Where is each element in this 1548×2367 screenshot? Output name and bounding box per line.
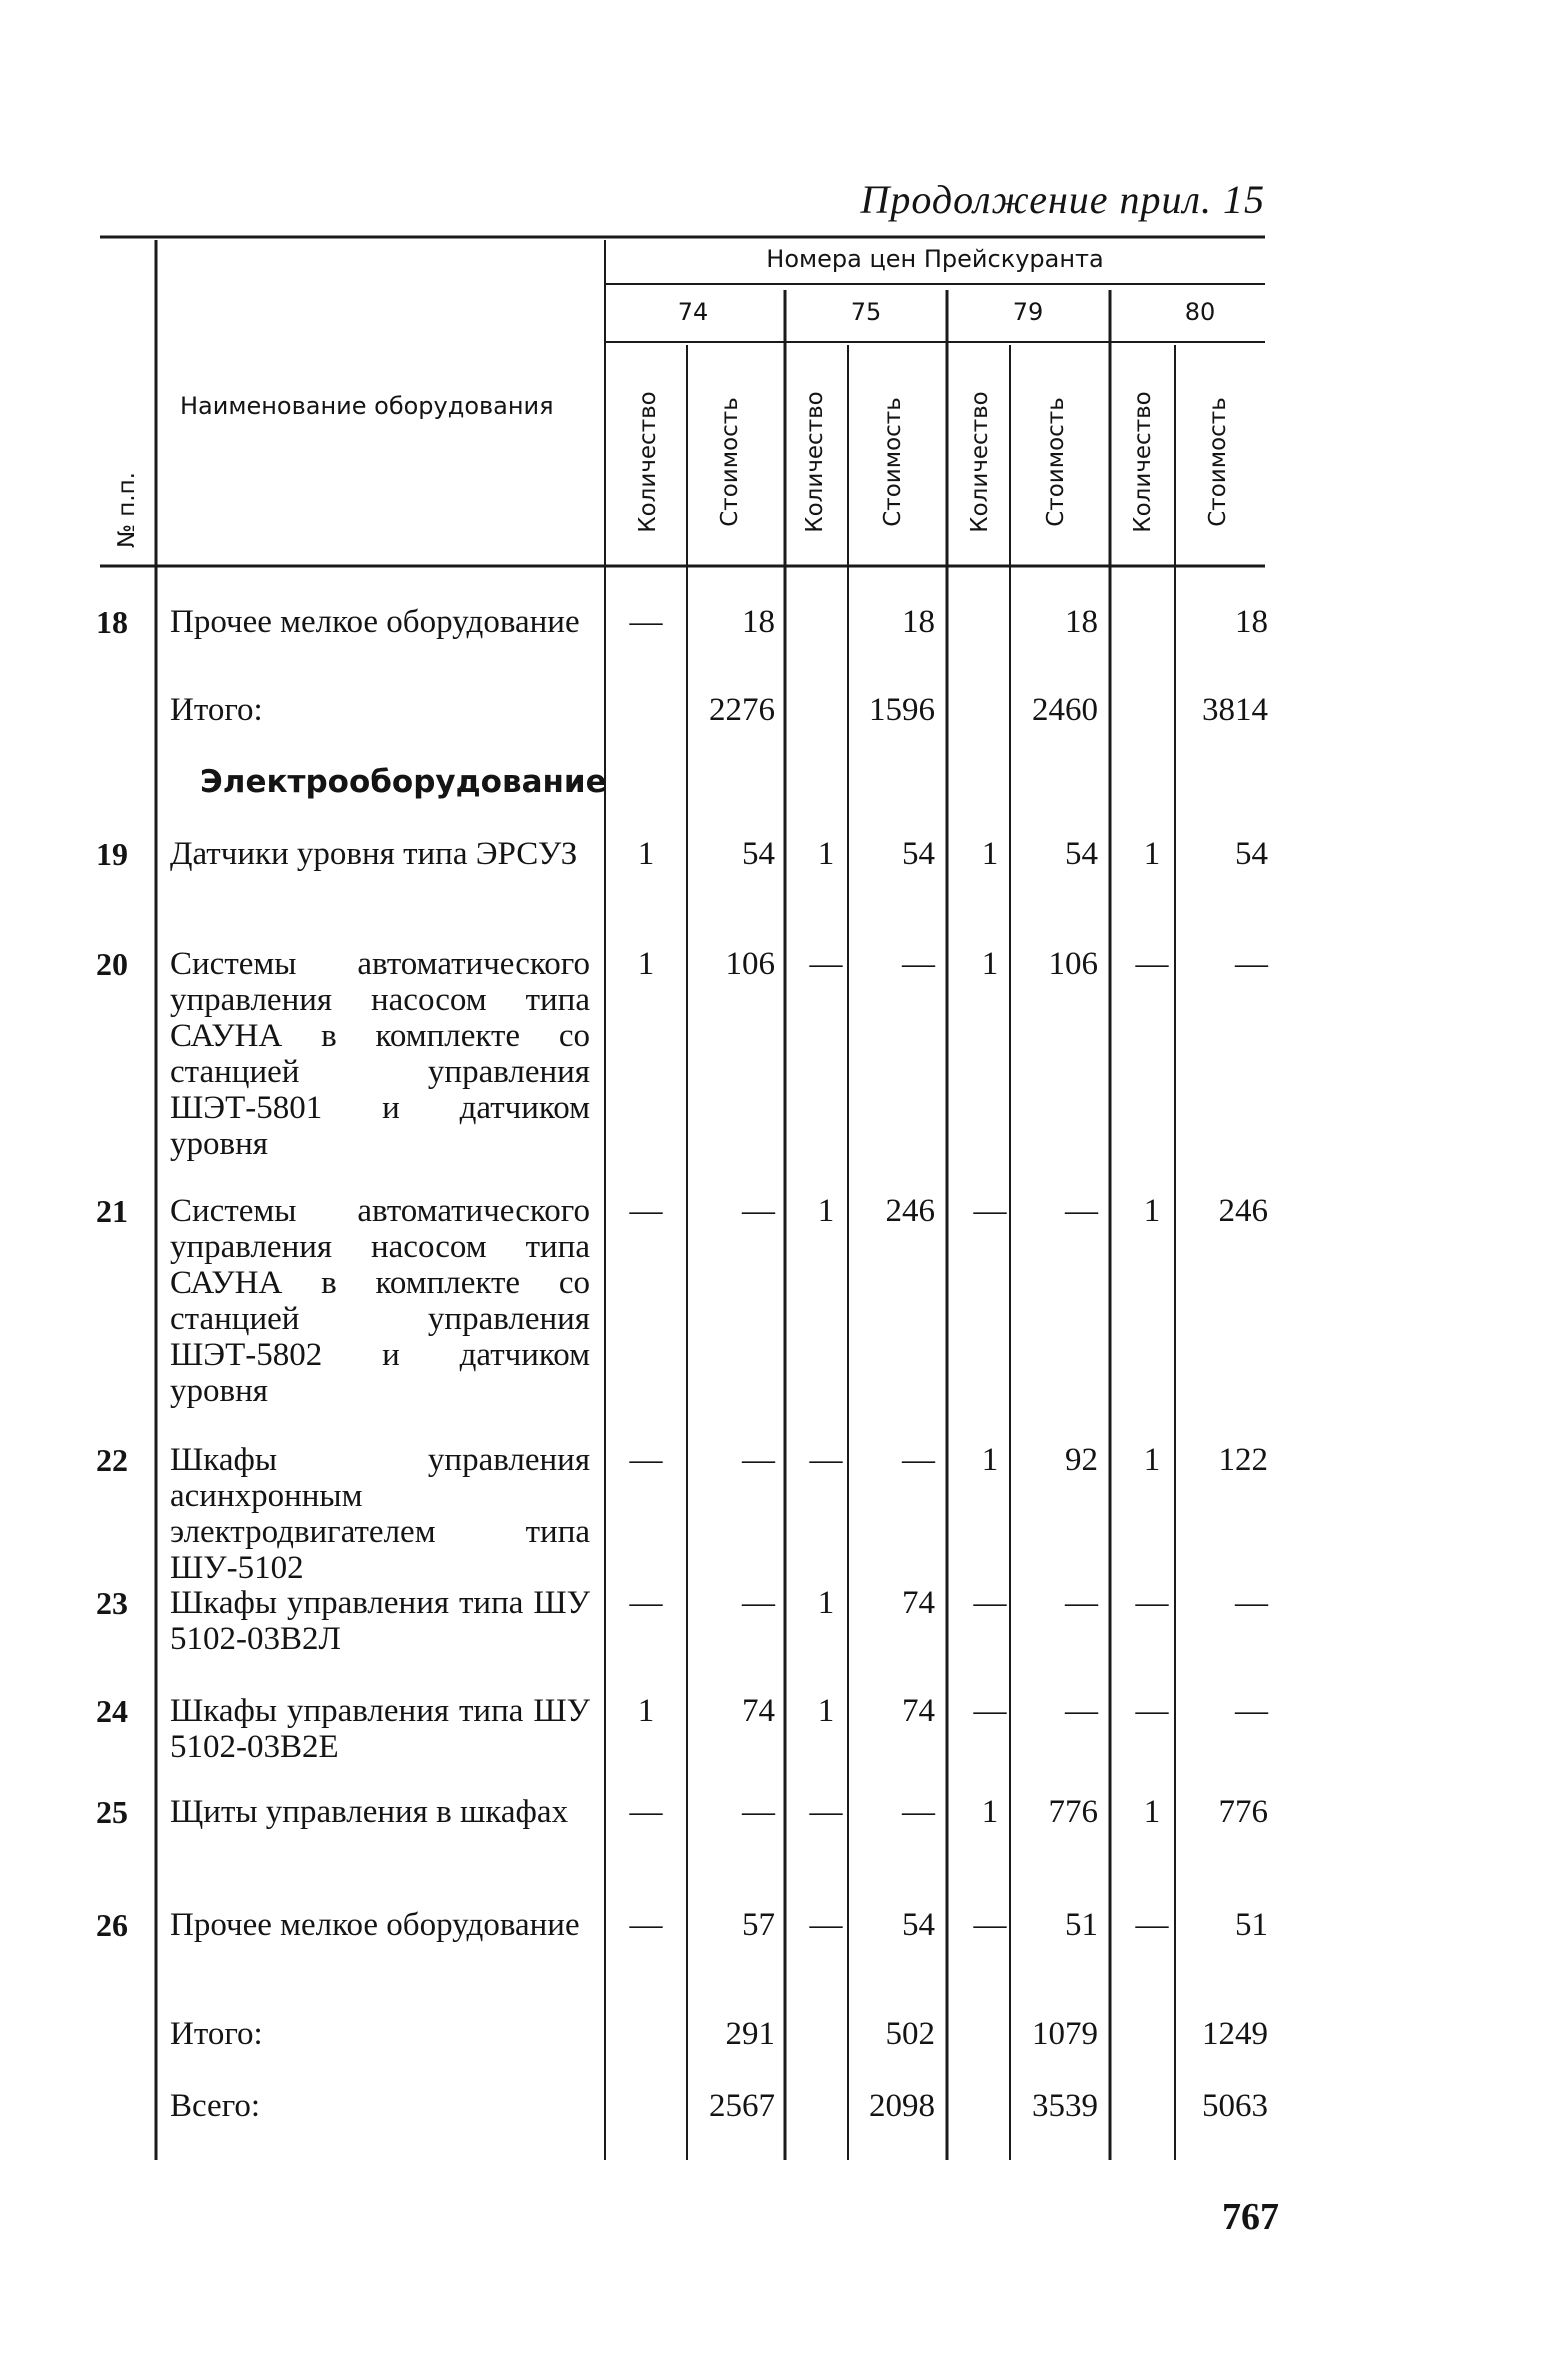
equipment-name: Прочее мелкое оборудование — [170, 1907, 580, 1943]
cost-cell: — — [902, 946, 935, 982]
cost-cell: — — [742, 1193, 775, 1229]
cost-cell: 54 — [742, 836, 775, 872]
row-number: 26 — [96, 1907, 128, 1943]
cost-cell: 5063 — [1202, 2088, 1268, 2124]
quantity-cell: — — [973, 1693, 1007, 1729]
row-number: 24 — [96, 1693, 128, 1729]
row-number: 19 — [96, 836, 128, 872]
quantity-cell: — — [973, 1907, 1007, 1943]
qty-header-79: Количество — [967, 391, 993, 533]
page-number: 767 — [1222, 2196, 1279, 2238]
quantity-cell: 1 — [1143, 836, 1161, 872]
cost-cell: — — [1065, 1693, 1098, 1729]
cost-cell: — — [1235, 1585, 1268, 1621]
equipment-name: Прочее мелкое оборудование — [170, 604, 580, 640]
quantity-cell: 1 — [817, 836, 835, 872]
cost-cell: 54 — [902, 1907, 935, 1943]
cost-cell: 74 — [902, 1693, 935, 1729]
cost-cell: 3539 — [1032, 2088, 1098, 2124]
quantity-cell: — — [1135, 1585, 1169, 1621]
table-row — [0, 2016, 1548, 2052]
cost-cell: 2098 — [869, 2088, 935, 2124]
quantity-cell: 1 — [817, 1693, 835, 1729]
quantity-cell: 1 — [1143, 1193, 1161, 1229]
cost-cell: 51 — [1235, 1907, 1268, 1943]
cost-header-75: Стоимость — [880, 397, 906, 527]
cost-cell: 3814 — [1202, 692, 1268, 728]
cost-cell: 776 — [1048, 1794, 1098, 1830]
table-row — [0, 1193, 1548, 1409]
section-title: Электрооборудование — [200, 764, 607, 800]
column-header-name: Наименование оборудования — [180, 392, 554, 420]
cost-cell: 246 — [885, 1193, 935, 1229]
equipment-name: Системы автоматического управления насосом типа САУНА в комплекте со станцией управления ШЭТ-5802 и датчиком уровня — [170, 1193, 590, 1409]
cost-cell: — — [1235, 946, 1268, 982]
quantity-cell: — — [809, 1442, 843, 1478]
row-number: 18 — [96, 604, 128, 640]
equipment-name: Шкафы управления типа ШУ 5102-03В2Л — [170, 1585, 590, 1657]
row-number: 20 — [96, 946, 128, 982]
cost-cell: 18 — [742, 604, 775, 640]
table-row — [0, 1794, 1548, 1830]
cost-cell: 54 — [1065, 836, 1098, 872]
qty-header-74: Количество — [635, 391, 661, 533]
quantity-cell: 1 — [981, 1442, 999, 1478]
cost-cell: 57 — [742, 1907, 775, 1943]
cost-cell: 106 — [1048, 946, 1098, 982]
table-row — [0, 604, 1548, 640]
cost-cell: 18 — [1065, 604, 1098, 640]
table-row — [0, 1693, 1548, 1765]
cost-cell: — — [1065, 1193, 1098, 1229]
quantity-cell: — — [973, 1193, 1007, 1229]
quantity-cell: 1 — [637, 1693, 655, 1729]
quantity-cell: 1 — [981, 946, 999, 982]
group-header-75: 75 — [850, 298, 882, 326]
cost-header-80: Стоимость — [1205, 397, 1231, 527]
cost-cell: 1249 — [1202, 2016, 1268, 2052]
equipment-name: Итого: — [170, 2016, 263, 2052]
table-row — [0, 2088, 1548, 2124]
cost-cell: — — [742, 1794, 775, 1830]
quantity-cell: — — [809, 1794, 843, 1830]
cost-cell: 18 — [1235, 604, 1268, 640]
price-list-header: Номера цен Прейскуранта — [766, 245, 1104, 273]
quantity-cell: — — [1135, 946, 1169, 982]
quantity-cell: 1 — [1143, 1794, 1161, 1830]
cost-cell: 502 — [885, 2016, 935, 2052]
quantity-cell: 1 — [817, 1585, 835, 1621]
cost-cell: — — [1235, 1693, 1268, 1729]
cost-cell: 74 — [742, 1693, 775, 1729]
cost-cell: 92 — [1065, 1442, 1098, 1478]
equipment-name: Шкафы управления типа ШУ 5102-03В2Е — [170, 1693, 590, 1765]
qty-header-75: Количество — [802, 391, 828, 533]
quantity-cell: — — [1135, 1907, 1169, 1943]
quantity-cell: 1 — [1143, 1442, 1161, 1478]
table-row — [0, 692, 1548, 728]
equipment-name: Всего: — [170, 2088, 261, 2124]
quantity-cell: — — [809, 1907, 843, 1943]
quantity-cell: — — [809, 946, 843, 982]
cost-cell: 106 — [725, 946, 775, 982]
quantity-cell: 1 — [637, 946, 655, 982]
quantity-cell: — — [629, 1907, 663, 1943]
row-number: 25 — [96, 1794, 128, 1830]
cost-cell: — — [902, 1794, 935, 1830]
quantity-cell: — — [629, 1193, 663, 1229]
continuation-caption: Продолжение прил. 15 — [860, 177, 1265, 222]
cost-cell: — — [902, 1442, 935, 1478]
cost-cell: 74 — [902, 1585, 935, 1621]
cost-cell: 122 — [1218, 1442, 1268, 1478]
qty-header-80: Количество — [1130, 391, 1156, 533]
table-row — [0, 1442, 1548, 1586]
cost-cell: 291 — [725, 2016, 775, 2052]
cost-cell: 54 — [902, 836, 935, 872]
equipment-name: Системы автоматического управления насосом типа САУНА в комплекте со станцией управления ШЭТ-5801 и датчиком уровня — [170, 946, 590, 1162]
group-header-79: 79 — [1012, 298, 1044, 326]
equipment-name: Щиты управления в шкафах — [170, 1794, 569, 1830]
row-number: 23 — [96, 1585, 128, 1621]
cost-cell: 1079 — [1032, 2016, 1098, 2052]
cost-cell: — — [1065, 1585, 1098, 1621]
cost-header-74: Стоимость — [717, 397, 743, 527]
cost-cell: 51 — [1065, 1907, 1098, 1943]
quantity-cell: — — [629, 1794, 663, 1830]
quantity-cell: — — [1135, 1693, 1169, 1729]
table-row — [0, 1585, 1548, 1657]
cost-cell: 2460 — [1032, 692, 1098, 728]
quantity-cell: — — [629, 604, 663, 640]
cost-cell: — — [742, 1442, 775, 1478]
quantity-cell: 1 — [981, 836, 999, 872]
cost-header-79: Стоимость — [1043, 397, 1069, 527]
quantity-cell: 1 — [981, 1794, 999, 1830]
cost-cell: 2567 — [709, 2088, 775, 2124]
table-row — [0, 1907, 1548, 1943]
cost-cell: 246 — [1218, 1193, 1268, 1229]
equipment-name: Датчики уровня типа ЭРСУЗ — [170, 836, 578, 872]
table-row — [0, 836, 1548, 872]
cost-cell: 2276 — [709, 692, 775, 728]
cost-cell: 18 — [902, 604, 935, 640]
row-number: 21 — [96, 1193, 128, 1229]
quantity-cell: — — [973, 1585, 1007, 1621]
row-number: 22 — [96, 1442, 128, 1478]
quantity-cell: — — [629, 1585, 663, 1621]
cost-cell: 776 — [1218, 1794, 1268, 1830]
group-header-80: 80 — [1184, 298, 1216, 326]
quantity-cell: 1 — [817, 1193, 835, 1229]
column-header-number: № п.п. — [114, 472, 140, 548]
cost-cell: — — [742, 1585, 775, 1621]
cost-cell: 54 — [1235, 836, 1268, 872]
table-row — [0, 946, 1548, 1162]
equipment-name: Итого: — [170, 692, 263, 728]
group-header-74: 74 — [677, 298, 709, 326]
quantity-cell: — — [629, 1442, 663, 1478]
equipment-name: Шкафы управления асинхронным электродвигателем типа ШУ-5102 — [170, 1442, 590, 1586]
cost-cell: 1596 — [869, 692, 935, 728]
quantity-cell: 1 — [637, 836, 655, 872]
